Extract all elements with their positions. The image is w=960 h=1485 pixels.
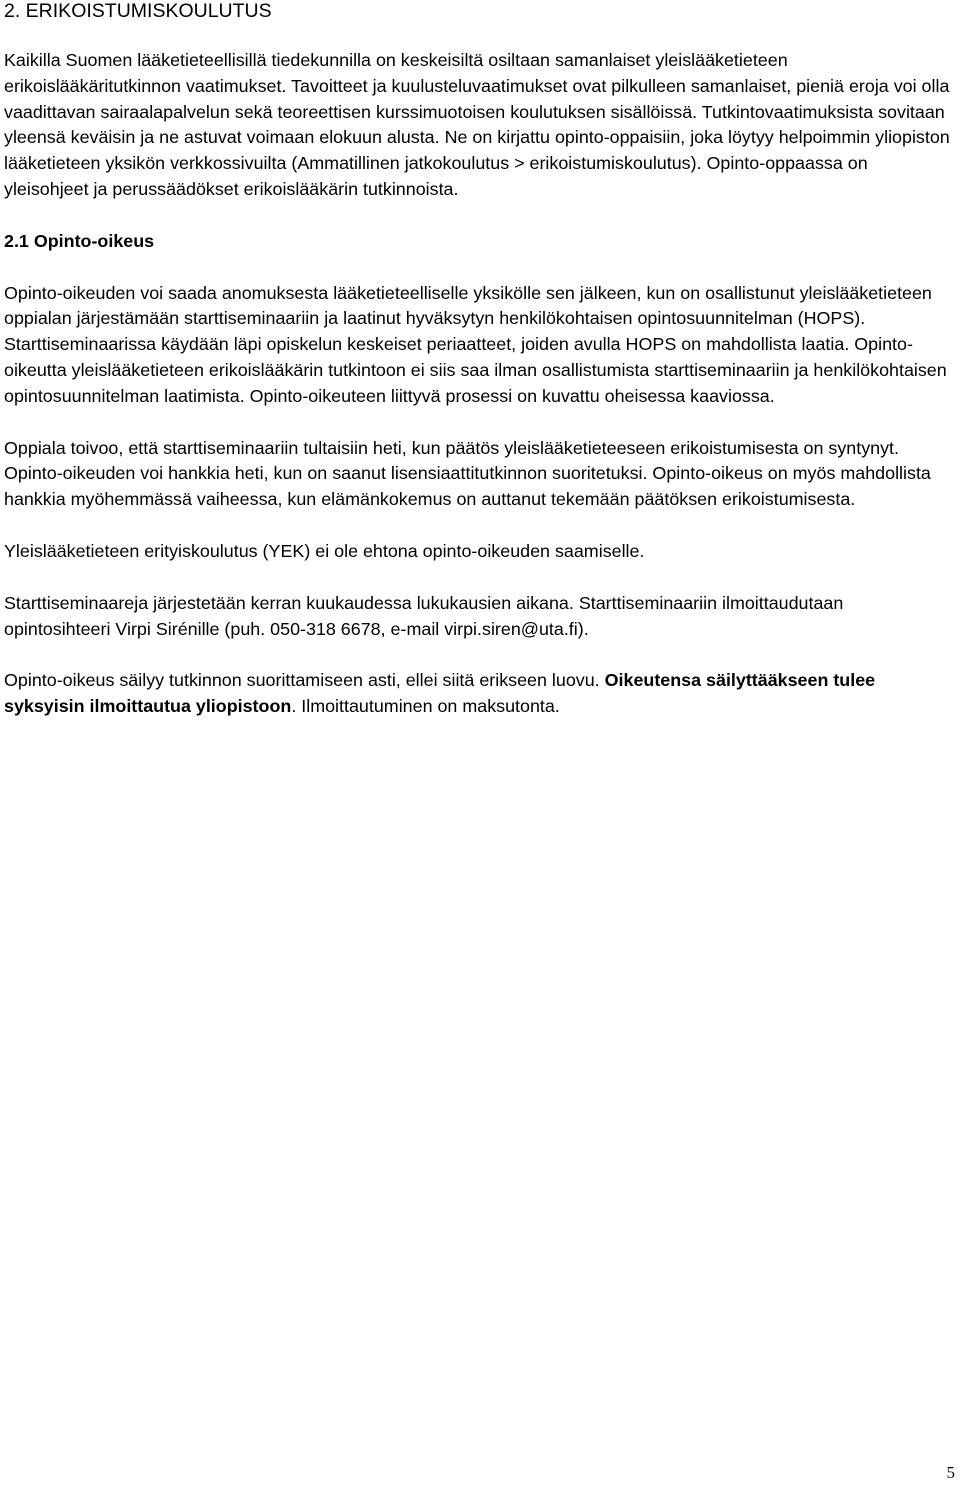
paragraph-oppiala-toivoo: Oppiala toivoo, että starttiseminaariin tultaisiin heti, kun päätös yleislääketieteeseen erikoistumisesta on syntynyt. Opinto-oikeuden voi hankkia heti, kun on saanut lisensiaattitutkinnon suoritetuksi. Opinto-oikeus on myös mahdollista hankkia myöhemmässä vaiheessa, kun elämänkokemus on auttanut tekemään päätöksen erikoistumisesta. xyxy=(4,437,931,510)
intro-paragraph xyxy=(4,48,950,203)
paragraph-opinto-oikeus: Opinto-oikeuden voi saada anomuksesta lääketieteelliselle yksikölle sen jälkeen, kun on osallistunut yleislääketieteen oppialan järjestämään starttiseminaariin ja laatinut hyväksytyn henkilökohtaisen opintosuunnitelman (HOPS). Starttiseminaarissa käydään läpi opiskelun keskeiset periaatteet, joiden avulla HOPS on mahdollista laatia. Opinto-oikeutta yleislääketieteen erikoislääkärin tutkintoon ei siis saa ilman osallistumista starttiseminaariin ja henkilökohtaisen opintosuunnitelman laatimista. Opinto-oikeuteen liittyvä prosessi on kuvattu oheisessa kaaviossa. xyxy=(4,282,947,406)
intro-text-part2: . Opinto-oppaassa on yleisohjeet ja perussäädökset erikoislääkärin tutkinnoista. xyxy=(4,153,868,199)
final-text-normal2: . Ilmoittautuminen on maksutonta. xyxy=(291,696,560,717)
paragraph-starttiseminaarit: Starttiseminaareja järjestetään kerran kuukaudessa lukukausien aikana. Starttiseminaariin ilmoittaudutaan opintosihteeri Virpi Sirénille (puh. 050-318 6678, e-mail virpi.siren@uta.fi). xyxy=(4,592,844,639)
intro-text-part1: Kaikilla Suomen lääketieteellisillä tiedekunnilla on keskeisiltä osiltaan samanlaiset yleislääketieteen erikoislääkäritutkinnon vaatimukset. Tavoitteet ja kuulusteluvaatimukset ovat pilkulleen samanlaiset, pieniä eroja voi olla vaadittavan sairaalapalvelun sekä teoreettisen kurssimuotoisen koulutuksen sisällöissä. Tutkintovaatimuksista sovitaan yleensä keväisin ja ne astuvat voimaan elokuun alusta. Ne on kirjattu opinto-oppaisiin, joka löytyy helpoimmin yliopiston lääketieteen yksikön verkkossivuilta (Ammatillinen jatkokoulutus > erikoistumiskoulutus) xyxy=(4,50,950,174)
final-text-bold: Oikeutensa säilyttääkseen tulee syksyisin ilmoittautua yliopistoon xyxy=(4,670,876,717)
subsection-heading: 2.1 Opinto-oikeus xyxy=(4,230,155,251)
paragraph-yek: Yleislääketieteen erityiskoulutus (YEK) ei ole ehtona opinto-oikeuden saamiselle. xyxy=(4,540,645,561)
document-page xyxy=(4,0,950,720)
paragraph-final xyxy=(4,668,950,720)
page-number: 5 xyxy=(946,1463,955,1482)
final-text-normal1: Opinto-oikeus säilyy tutkinnon suorittamiseen asti, ellei siitä erikseen luovu. xyxy=(4,670,605,691)
section-heading: 2. ERIKOISTUMISKOULUTUS xyxy=(4,0,272,22)
